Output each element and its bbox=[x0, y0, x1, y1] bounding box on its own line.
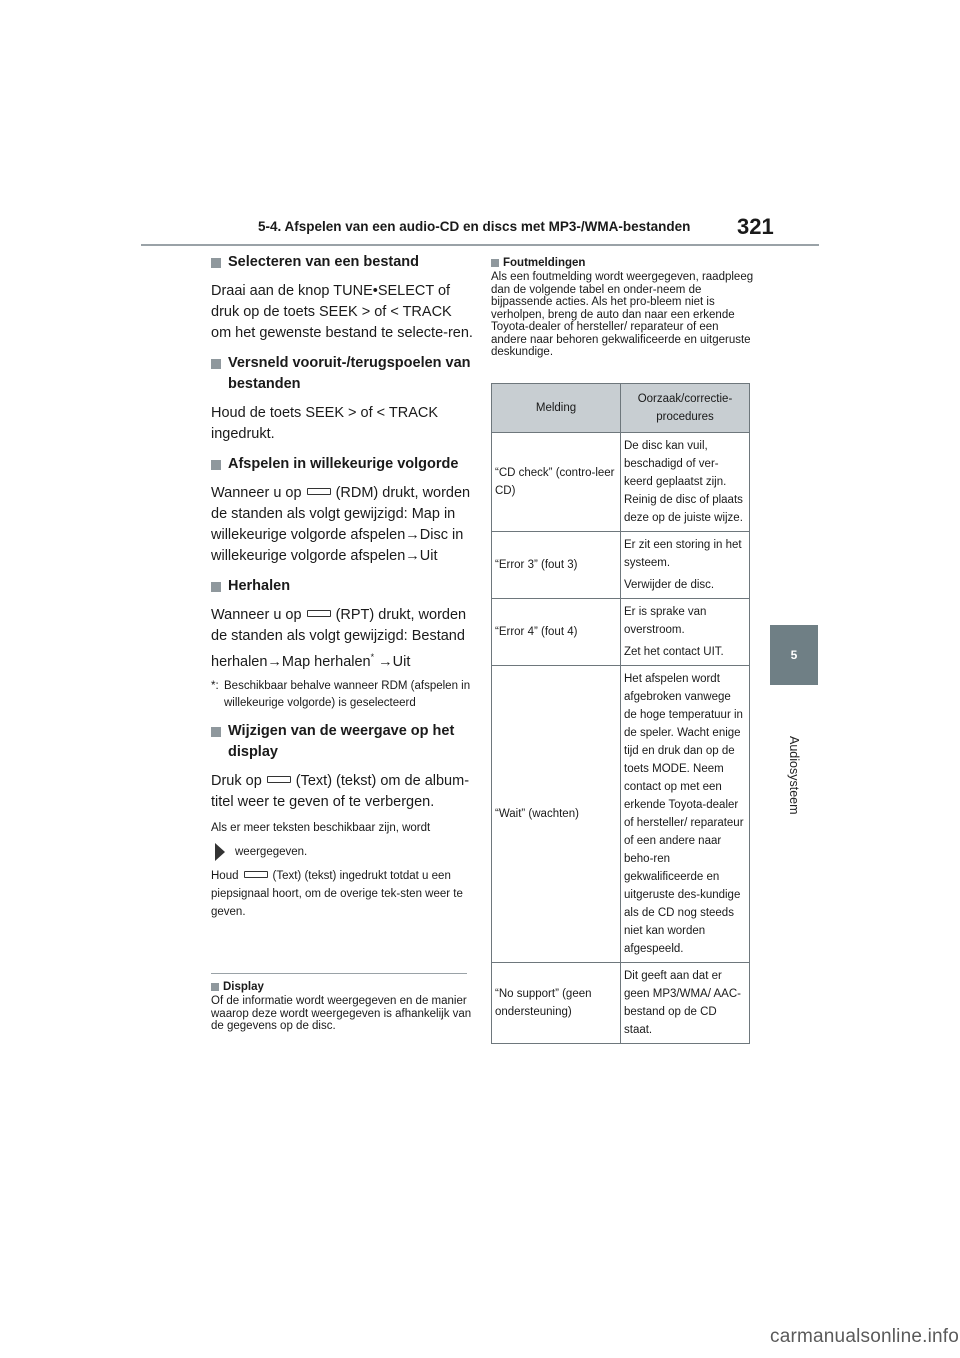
section-heading: Herhalen bbox=[211, 576, 473, 597]
table-row bbox=[492, 532, 750, 599]
cause-cell bbox=[621, 433, 750, 532]
footnote-mark: *: bbox=[211, 679, 219, 692]
chapter-label-text: Audiosysteem bbox=[787, 736, 801, 815]
message-cell: “Error 3” (fout 3) bbox=[492, 532, 621, 599]
note-heading: Display bbox=[211, 980, 473, 994]
section-body: Houd de toets SEEK > of < TRACK ingedrukt. bbox=[211, 405, 439, 442]
message-cell: “Wait” (wachten) bbox=[492, 666, 621, 963]
cause-text: De disc kan vuil, beschadigd of ver-keerd geplaatst zijn. Reinig de disc of plaats deze op de juiste wijze. bbox=[624, 440, 743, 524]
section-body: Druk op (Text) (tekst) om de album-titel weer te geven of te verbergen. bbox=[211, 772, 470, 810]
divider bbox=[211, 973, 467, 974]
header-rule bbox=[141, 244, 819, 246]
cause-text: Er zit een storing in het systeem. bbox=[624, 539, 742, 569]
table-row bbox=[492, 599, 750, 666]
square-bullet-icon bbox=[211, 359, 221, 369]
section-heading: Afspelen in willekeurige volgorde bbox=[211, 454, 473, 475]
left-column bbox=[211, 252, 473, 921]
table-row bbox=[492, 963, 750, 1044]
button-symbol-icon bbox=[307, 488, 331, 495]
cause-text: Het afspelen wordt afgebroken vanwege de hoge temperatuur in de speler. Wacht enige tijd en druk dan op de toets MODE. Neem contact op met een erkende Toyota-dealer of hersteller/ reparateur of een andere naar beho-ren gekwalificeerde en uitgeruste des-kundige als de CD nog steeds niet kan worden afgespeeld. bbox=[624, 673, 744, 955]
footnote-reference: * bbox=[370, 652, 375, 662]
table-header-row bbox=[492, 384, 750, 433]
section-heading: Selecteren van een bestand bbox=[211, 252, 473, 273]
cause-text: Dit geeft aan dat er geen MP3/WMA/ AAC-bestand op de CD staat. bbox=[624, 970, 741, 1036]
square-bullet-icon bbox=[211, 727, 221, 737]
note-heading: Foutmeldingen bbox=[491, 256, 756, 270]
hint-text: weergegeven. bbox=[215, 843, 473, 861]
cause-cell bbox=[621, 963, 750, 1044]
section-heading: Wijzigen van de weergave op het display bbox=[211, 721, 473, 763]
cause-text: Zet het contact UIT. bbox=[624, 646, 724, 658]
message-cell: “No support” (geen ondersteuning) bbox=[492, 963, 621, 1044]
square-bullet-icon bbox=[211, 983, 219, 991]
section-body: Draai aan de knop TUNE•SELECT of druk op de toets SEEK > of < TRACK om het gewenste bestand te selecte-ren. bbox=[211, 283, 473, 341]
square-bullet-icon bbox=[211, 258, 221, 268]
message-cell: “CD check” (contro-leer CD) bbox=[492, 433, 621, 532]
table-row bbox=[492, 433, 750, 532]
button-symbol-icon bbox=[244, 871, 268, 878]
note-text: Of de informatie wordt weergegeven en de manier waarop deze wordt weergegeven is afhankelijk van de gegevens op de disc. bbox=[211, 995, 472, 1032]
section-body: Wanneer u op (RDM) drukt, worden de standen als volgt gewijzigd: Map in willekeurige volgorde afspelen→Disc in willekeurige volgorde afspelen→Uit bbox=[211, 485, 471, 564]
square-bullet-icon bbox=[211, 460, 221, 470]
button-symbol-icon bbox=[307, 610, 331, 617]
cause-text: Verwijder de disc. bbox=[624, 579, 715, 591]
chapter-tab: 5 bbox=[770, 625, 818, 685]
hint-text: Houd (Text) (tekst) ingedrukt totdat u een piepsignaal hoort, om de overige tek-sten weer te geven. bbox=[211, 869, 463, 918]
right-arrow-icon bbox=[215, 843, 225, 861]
square-bullet-icon bbox=[491, 259, 499, 267]
hint-text: Als er meer teksten beschikbaar zijn, wordt bbox=[211, 821, 431, 834]
cause-text: Er is sprake van overstroom. bbox=[624, 606, 707, 636]
display-note bbox=[211, 980, 473, 1033]
button-symbol-icon bbox=[267, 776, 291, 783]
table-row bbox=[492, 666, 750, 963]
square-bullet-icon bbox=[211, 582, 221, 592]
column-header: Melding bbox=[492, 384, 621, 433]
note-text: Als een foutmelding wordt weergegeven, raadpleeg dan de volgende tabel en onder-neem de bijpassende acties. Als het pro-bleem niet is verholpen, breng de auto dan naar een erkende Toyota-dealer of hersteller/ reparateur of een andere naar behoren gekwalificeerde en uitgeruste deskundige. bbox=[491, 271, 754, 358]
running-header: 5-4. Afspelen van een audio-CD en discs met MP3-/WMA-bestanden bbox=[258, 219, 691, 234]
message-cell: “Error 4” (fout 4) bbox=[492, 599, 621, 666]
section-body: Wanneer u op (RPT) drukt, worden de standen als volgt gewijzigd: Bestand herhalen→Map herhalen* →Uit bbox=[211, 607, 467, 670]
cause-cell bbox=[621, 666, 750, 963]
column-header: Oorzaak/correctie-procedures bbox=[621, 384, 750, 433]
right-column bbox=[491, 256, 756, 359]
cause-cell bbox=[621, 599, 750, 666]
page-number: 321 bbox=[737, 214, 774, 239]
footnote: *: Beschikbaar behalve wanneer RDM (afspelen in willekeurige volgorde) is geselecteerd bbox=[211, 679, 471, 709]
cause-cell bbox=[621, 532, 750, 599]
watermark-text: carmanualsonline.info bbox=[770, 1326, 960, 1347]
error-table bbox=[491, 383, 750, 1044]
section-heading: Versneld vooruit-/terugspoelen van bestanden bbox=[211, 353, 473, 395]
